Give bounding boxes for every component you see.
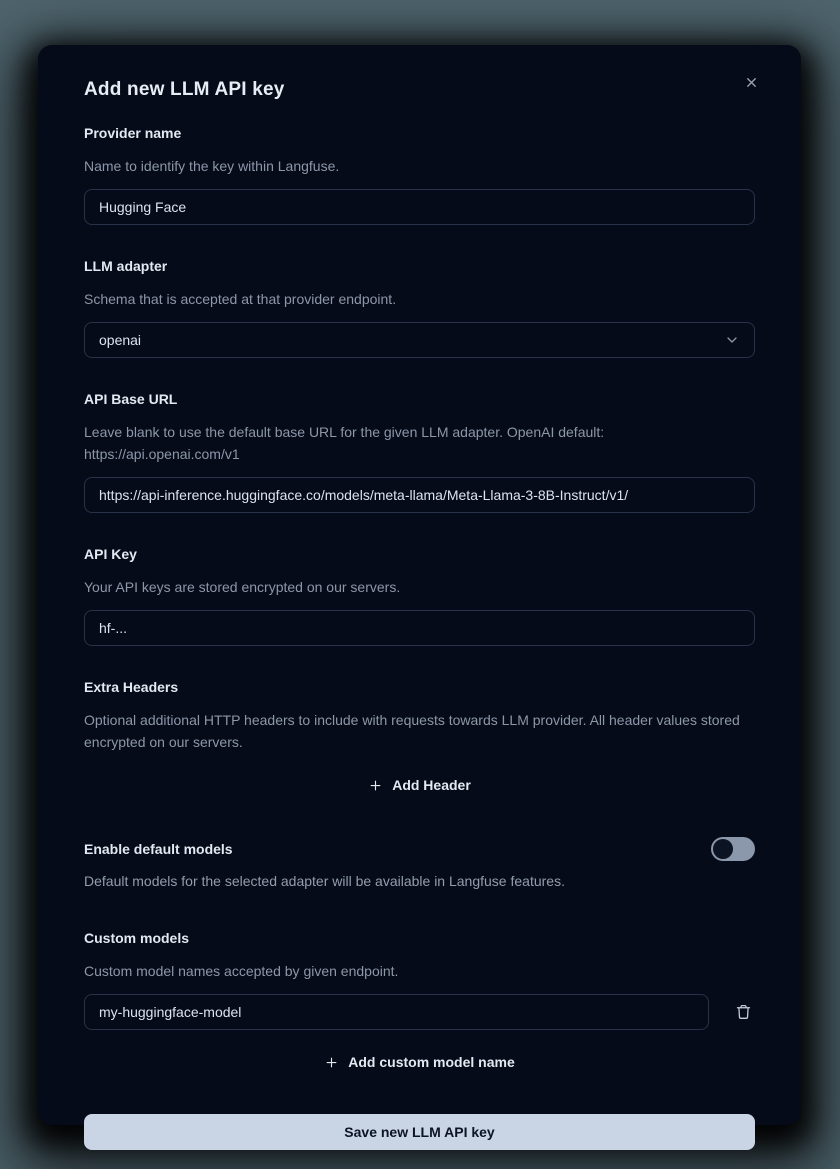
- field-enable-default-models: [84, 837, 755, 892]
- api-key-description: Your API keys are stored encrypted on our servers.: [84, 579, 401, 595]
- field-provider-name: [84, 125, 755, 225]
- llm-adapter-select[interactable]: [84, 322, 755, 358]
- chevron-down-icon: [724, 332, 740, 348]
- field-llm-adapter: [84, 258, 755, 358]
- add-custom-model-button[interactable]: [314, 1048, 524, 1076]
- api-base-url-label: API Base URL: [84, 391, 178, 407]
- plus-icon: [324, 1055, 339, 1070]
- enable-default-models-toggle[interactable]: [711, 837, 755, 861]
- toggle-knob: [713, 839, 733, 859]
- enable-default-models-row: [84, 837, 755, 861]
- provider-name-description: Name to identify the key within Langfuse.: [84, 158, 340, 174]
- api-base-url-description: Leave blank to use the default base URL for the given LLM adapter. OpenAI default: https://api.openai.com/v1: [84, 424, 605, 462]
- add-header-label: Add Header: [392, 777, 471, 793]
- close-icon: [744, 75, 759, 90]
- trash-icon: [735, 1003, 752, 1021]
- custom-model-row: [84, 994, 755, 1030]
- enable-default-models-label: Enable default models: [84, 840, 233, 857]
- save-button[interactable]: Save new LLM API key: [84, 1114, 755, 1150]
- dialog-title: Add new LLM API key: [84, 79, 285, 100]
- api-base-url-input[interactable]: [84, 477, 755, 513]
- provider-name-label: Provider name: [84, 125, 182, 141]
- custom-model-input[interactable]: [84, 994, 709, 1030]
- llm-adapter-selected-value: openai: [99, 332, 142, 348]
- field-custom-models: [84, 930, 755, 1076]
- field-api-key: [84, 546, 755, 646]
- field-api-base-url: [84, 391, 755, 513]
- add-custom-model-label: Add custom model name: [348, 1054, 515, 1070]
- provider-name-input[interactable]: [84, 189, 755, 225]
- close-button[interactable]: [742, 73, 761, 92]
- delete-custom-model-button[interactable]: [731, 1003, 755, 1021]
- dialog-header: [84, 79, 755, 101]
- add-llm-api-key-dialog: [38, 45, 801, 1140]
- add-custom-model-row: [84, 1048, 755, 1076]
- api-key-label: API Key: [84, 546, 137, 562]
- extra-headers-label: Extra Headers: [84, 679, 179, 695]
- llm-adapter-description: Schema that is accepted at that provider endpoint.: [84, 291, 397, 307]
- custom-models-label: Custom models: [84, 930, 190, 946]
- add-header-row: [84, 771, 755, 799]
- add-header-button[interactable]: [358, 771, 481, 799]
- llm-adapter-label: LLM adapter: [84, 258, 168, 274]
- plus-icon: [368, 778, 383, 793]
- api-key-input[interactable]: [84, 610, 755, 646]
- field-extra-headers: [84, 679, 755, 799]
- extra-headers-description: Optional additional HTTP headers to include with requests towards LLM provider. All header values stored encrypted on our servers.: [84, 712, 740, 750]
- enable-default-models-description: Default models for the selected adapter will be available in Langfuse features.: [84, 873, 565, 889]
- custom-models-description: Custom model names accepted by given endpoint.: [84, 963, 399, 979]
